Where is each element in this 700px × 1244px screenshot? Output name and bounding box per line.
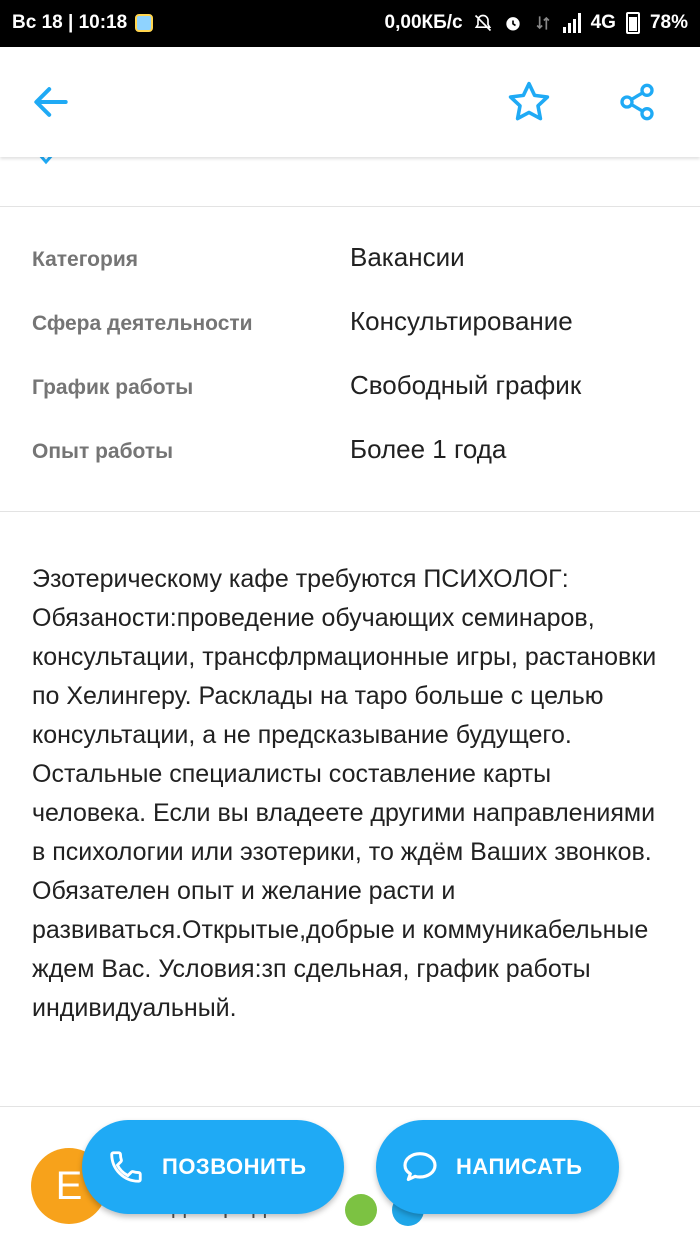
call-button[interactable] bbox=[82, 1120, 344, 1214]
favorite-button[interactable] bbox=[504, 77, 554, 127]
param-category bbox=[32, 240, 672, 280]
app-notification-icon bbox=[135, 14, 153, 32]
share-icon bbox=[617, 82, 657, 122]
arrow-left-icon bbox=[29, 80, 73, 124]
avatar[interactable]: Е bbox=[31, 1148, 107, 1224]
write-button-label: НАПИСАТЬ bbox=[456, 1154, 583, 1179]
battery-level: 78% bbox=[649, 12, 688, 33]
ad-description: Эзотерическому кафе требуются ПСИХОЛОГ: Обязаности:проведение обучающих семинаров, консультации, трансфлрмационные игры, растановки по Хелингеру. Расклады на таро больше с целью консультации, а не предсказывание будущего. Остальные специалисты составление карты человека. Если вы владеете другими направлениями в психологии или эзотерики, то ждём Ваших звонков. Обязателен опыт и желание расти и развиваться.Открытые,добрые и коммуникабельные ждем Вас. Условия:зп сдельная, график работы индивидуальный. bbox=[32, 565, 657, 1022]
phone-icon bbox=[106, 1147, 146, 1187]
param-value: Консультирование bbox=[350, 306, 573, 336]
param-field bbox=[32, 304, 672, 344]
network-speed: 0,00КБ/с bbox=[384, 12, 463, 33]
param-value: Свободный график bbox=[350, 370, 582, 400]
status-bar bbox=[0, 0, 700, 47]
param-value: Более 1 года bbox=[350, 434, 507, 464]
param-value: Вакансии bbox=[350, 242, 465, 272]
divider bbox=[0, 1106, 700, 1107]
phone-verified-icon bbox=[345, 1194, 377, 1226]
param-label: Сфера деятельности bbox=[32, 312, 253, 335]
back-button[interactable] bbox=[26, 77, 76, 127]
param-schedule bbox=[32, 368, 672, 408]
star-outline-icon bbox=[505, 78, 553, 126]
write-button[interactable] bbox=[376, 1120, 619, 1214]
chat-icon bbox=[400, 1147, 440, 1187]
divider bbox=[0, 206, 700, 207]
share-button[interactable] bbox=[612, 77, 662, 127]
status-date-time: Вс 18 | 10:18 bbox=[12, 12, 128, 33]
data-transfer-icon bbox=[533, 13, 553, 33]
toolbar bbox=[0, 47, 700, 157]
param-label: График работы bbox=[32, 376, 194, 399]
call-button-label: ПОЗВОНИТЬ bbox=[162, 1154, 307, 1179]
param-experience bbox=[32, 432, 672, 472]
param-label: Категория bbox=[32, 248, 139, 271]
alarm-icon bbox=[503, 13, 523, 33]
divider bbox=[0, 511, 700, 512]
battery-icon bbox=[626, 12, 640, 34]
mute-icon bbox=[473, 13, 493, 33]
signal-icon bbox=[563, 13, 581, 33]
param-label: Опыт работы bbox=[32, 440, 174, 463]
network-type: 4G bbox=[590, 12, 616, 33]
